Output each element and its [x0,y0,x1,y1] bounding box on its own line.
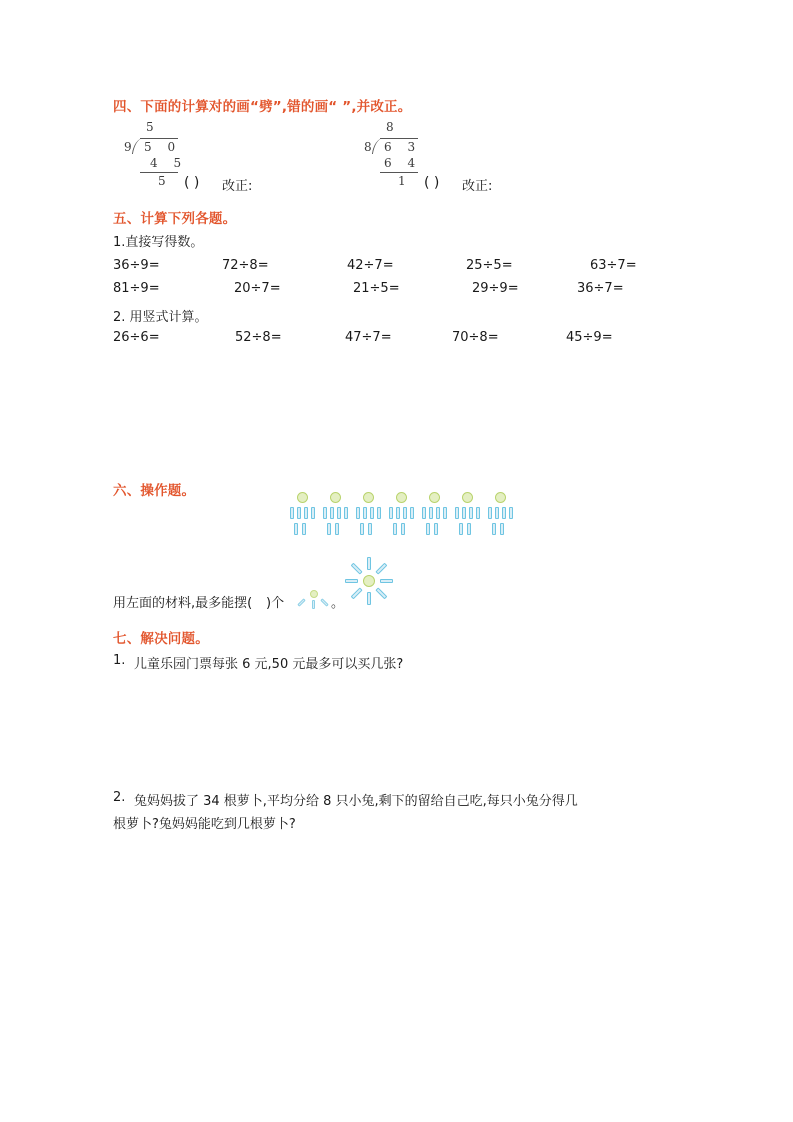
problem-7-1-number: 1. [113,653,126,668]
section-7-heading: 七、解决问题。 [113,631,209,647]
oral-expr-2-5: 36÷7= [577,281,624,296]
material-group [355,492,388,540]
division-hook-2 [372,138,384,154]
sun-figure-large [345,557,393,605]
material-circle-icon [495,492,506,503]
material-stick-icon [389,507,393,519]
material-stick-icon [377,507,381,519]
material-circle-icon [330,492,341,503]
material-stick-icon [469,507,473,519]
problem-7-2-text-line2: 根萝卜?兔妈妈能吃到几根萝卜? [113,817,296,832]
material-stick-icon [363,507,367,519]
material-stick-icon [297,507,301,519]
sun-ray-icon [367,557,371,570]
section-5-heading: 五、计算下列各题。 [113,211,237,227]
correct-label-1: 改正: [222,179,253,194]
material-stick-icon [467,523,471,535]
material-stick-icon [502,507,506,519]
sun-small-core-icon [310,590,318,598]
material-stick-icon [370,507,374,519]
sun-ray-icon [345,579,358,583]
section-6-question-middle: )个 [266,596,285,611]
material-stick-icon [335,523,339,535]
oral-expr-2-3: 21÷5= [353,281,400,296]
material-group [421,492,454,540]
material-stick-icon [495,507,499,519]
material-stick-icon [290,507,294,519]
material-stick-icon [393,523,397,535]
divisor-1: 9 [124,140,132,154]
material-stick-icon [455,507,459,519]
material-stick-icon [294,523,298,535]
oral-expr-2-1: 81÷9= [113,281,160,296]
material-stick-icon [434,523,438,535]
sun-ray-icon [375,563,387,575]
division-bar-top-2 [380,138,418,139]
vertical-expr-1: 26÷6= [113,330,160,345]
material-stick-icon [459,523,463,535]
answer-paren-2[interactable]: ( ) [424,175,440,191]
sun-ray-icon [380,579,393,583]
divisor-2: 8 [364,140,372,154]
material-stick-icon [500,523,504,535]
vertical-expr-3: 47÷7= [345,330,392,345]
sun-ray-icon [375,587,387,599]
material-stick-icon [476,507,480,519]
section-5-sub1-label: 1.直接写得数。 [113,235,204,250]
material-stick-icon [492,523,496,535]
oral-expr-1-1: 36÷9= [113,258,160,273]
material-stick-icon [304,507,308,519]
material-group [487,492,520,540]
oral-expr-2-4: 29÷9= [472,281,519,296]
material-stick-icon [422,507,426,519]
long-division-problem-2 [358,121,478,193]
material-circle-icon [429,492,440,503]
material-stick-icon [330,507,334,519]
material-stick-icon [368,523,372,535]
material-stick-icon [337,507,341,519]
material-group [289,492,322,540]
material-group [454,492,487,540]
vertical-expr-2: 52÷8= [235,330,282,345]
material-circle-icon [363,492,374,503]
quotient-2: 8 [386,120,400,134]
material-stick-icon [323,507,327,519]
material-stick-icon [356,507,360,519]
oral-expr-2-2: 20÷7= [234,281,281,296]
material-stick-icon [426,523,430,535]
quotient-1: 5 [146,120,160,134]
division-bar-mid-1 [140,172,178,173]
sun-ray-icon [297,598,305,606]
answer-paren-1[interactable]: ( ) [184,175,200,191]
material-stick-icon [410,507,414,519]
sun-core-icon [363,575,375,587]
problem-7-2-number: 2. [113,790,126,805]
material-stick-icon [344,507,348,519]
subtrahend-2: 6 4 [384,156,422,170]
dividend-1: 5 0 [144,140,182,154]
sun-ray-icon [351,587,363,599]
sun-figure-small [299,590,329,612]
material-circle-icon [462,492,473,503]
section-6-question-suffix: 。 [331,596,345,611]
vertical-expr-5: 45÷9= [566,330,613,345]
materials-illustration [289,492,519,540]
material-stick-icon [403,507,407,519]
oral-expr-1-4: 25÷5= [466,258,513,273]
material-stick-icon [327,523,331,535]
problem-7-2-text-line1: 兔妈妈拔了 34 根萝卜,平均分给 8 只小兔,剩下的留给自己吃,每只小兔分得几 [134,794,578,809]
material-circle-icon [297,492,308,503]
material-stick-icon [360,523,364,535]
section-6-answer-blank[interactable] [224,592,245,607]
subtrahend-1: 4 5 [150,156,188,170]
sun-ray-icon [312,600,315,609]
oral-expr-1-3: 42÷7= [347,258,394,273]
remainder-2: 1 [398,174,406,188]
material-group [388,492,421,540]
material-stick-icon [509,507,513,519]
material-stick-icon [436,507,440,519]
sun-ray-icon [367,592,371,605]
section-4-heading: 四、下面的计算对的画“劈”,错的画“ ”,并改正。 [113,99,412,115]
material-stick-icon [462,507,466,519]
section-5-sub2-label: 2. 用竖式计算。 [113,310,208,325]
material-circle-icon [396,492,407,503]
division-bar-mid-2 [380,172,418,173]
sun-ray-icon [320,598,328,606]
long-division-problem-1 [118,121,238,193]
division-hook-1 [132,138,144,154]
oral-expr-1-5: 63÷7= [590,258,637,273]
material-stick-icon [302,523,306,535]
material-stick-icon [443,507,447,519]
oral-expr-1-2: 72÷8= [222,258,269,273]
section-6-question-prefix: 用左面的材料,最多能摆( [113,596,253,611]
sun-ray-icon [351,563,363,575]
material-stick-icon [401,523,405,535]
correct-label-2: 改正: [462,179,493,194]
material-stick-icon [311,507,315,519]
division-bar-top-1 [140,138,178,139]
material-group [322,492,355,540]
material-stick-icon [396,507,400,519]
section-6-heading: 六、操作题。 [113,483,196,499]
dividend-2: 6 3 [384,140,422,154]
vertical-expr-4: 70÷8= [452,330,499,345]
material-stick-icon [488,507,492,519]
problem-7-1-text: 儿童乐园门票每张 6 元,50 元最多可以买几张? [134,657,404,672]
material-stick-icon [429,507,433,519]
remainder-1: 5 [158,174,166,188]
